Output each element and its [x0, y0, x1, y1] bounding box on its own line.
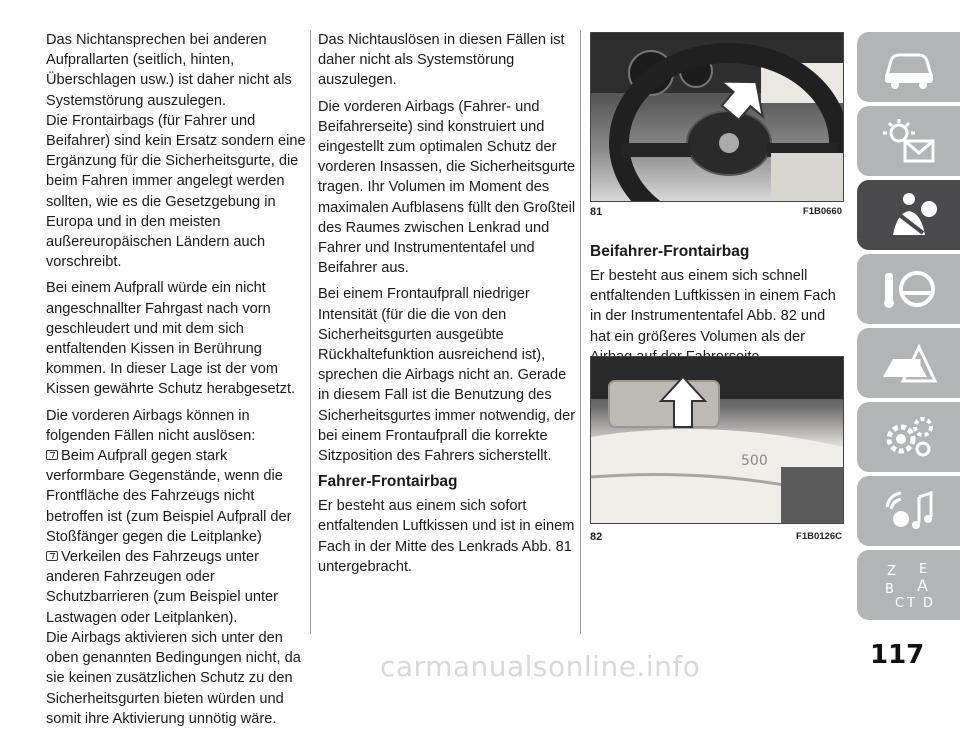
index-letter: C: [894, 596, 904, 611]
car-icon: [879, 41, 939, 93]
page-number: 117: [870, 640, 925, 670]
passenger-airbag-photo: [590, 356, 844, 524]
tab-emergency[interactable]: [857, 328, 960, 398]
paragraph: Die Frontairbags (für Fahrer und Beifahrer) sind kein Ersatz sondern eine Ergänzung für die Sicherheitsgurte, die beim Fahren immer angelegt werden sollten, wie es die Gesetzgebung in Europa und in den meisten außereuropäischen Ländern auch vorschreibt.: [46, 112, 306, 271]
index-letter: T: [906, 596, 915, 611]
watermark: carmanualsonline.info: [380, 650, 701, 683]
column-divider: [310, 30, 311, 634]
figure-number: 82: [590, 531, 603, 543]
key-steering-wheel-icon: [879, 263, 939, 315]
text-column-1: [46, 30, 308, 735]
tab-warning-lights[interactable]: [857, 106, 960, 176]
index-letters-icon: [879, 559, 939, 611]
steering-wheel-airbag-photo: [590, 32, 844, 202]
index-letter: D: [922, 596, 933, 611]
column-divider: [580, 30, 581, 634]
maintenance-gears-icon: [879, 411, 939, 463]
svg-text:500: 500: [741, 453, 768, 469]
list-item-text: Beim Aufprall gegen stark verformbare Gegenstände, wenn die Frontfläche des Fahrzeugs nicht betroffen ist (zum Beispiel Aufprall der Stoßfänger gegen die Leitplanke): [46, 448, 292, 545]
multimedia-icon: [879, 485, 939, 537]
paragraph: Er besteht aus einem sich schnell entfaltenden Luftkissen in einem Fach in der Instrumententafel Abb. 82 und hat ein größeres Volumen als der: [590, 268, 836, 345]
text-column-2: [318, 30, 576, 583]
list-item-text: Verkeilen des Fahrzeugs unter anderen Fahrzeugen oder Schutzbarrieren (zum Beispiel unter Lastwagen oder Leitplanken).: [46, 549, 278, 626]
figure-code: F1B0660: [802, 206, 842, 217]
paragraph: Das Nichtansprechen bei anderen Aufprallarten (seitlich, hinten, Überschlagen usw.) ist daher nicht als Systemstörung auszulegen.: [46, 32, 292, 109]
paragraph: Er besteht aus einem sich sofort entfaltenden Luftkissen und ist in einem Fach in der Mitte des Lenkrads Abb. 81 untergebracht.: [318, 498, 575, 575]
section-heading: Beifahrer-Frontairbag: [590, 243, 750, 260]
figure-code: F1B0126C: [796, 531, 842, 542]
paragraph: Die Airbags aktivieren sich unter den oben genannten Bedingungen nicht, da sie keinen zusätzlichen Schutz zu den Sicherheitsgurten bieten würden und somit ihre Aktivierung unnötig wäre.: [46, 629, 301, 727]
index-letter: B: [884, 582, 894, 597]
paragraph: Bei einem Aufprall würde ein nicht angeschnallter Fahrgast nach vorn geschleudert und mit dem sich entfaltenden Kissen in Berührung kommen. In dieser Lage ist der vom Kissen gewährte Schutz herabgesetzt.: [46, 280, 296, 398]
tab-maintenance[interactable]: [857, 402, 960, 472]
section-heading: Fahrer-Frontairbag: [318, 473, 458, 491]
checkmark-bullet-icon: [46, 450, 58, 460]
tab-car[interactable]: [857, 32, 960, 102]
index-letter: E: [918, 562, 927, 577]
tab-index[interactable]: [857, 550, 960, 620]
figure-number: 81: [590, 206, 603, 218]
index-letter: A: [916, 576, 928, 595]
tab-safety[interactable]: [857, 180, 960, 250]
figure-caption: [590, 531, 842, 543]
figure-caption: [590, 206, 842, 218]
paragraph: Die vorderen Airbags (Fahrer- und Beifahrerseite) sind konstruiert und eingestellt zum optimalen Schutz der vorderen Insassen, die Sicherheitsgurte tragen. Ihr Volumen im Moment des maximalen Aufblasens füllt den Großteil des Raumes zwischen Lenkrad und Fahrer und Instrumententafel und Beifahrer aus.: [318, 98, 576, 277]
text-column-3: [590, 238, 842, 373]
seatbelt-airbag-icon: [879, 189, 939, 241]
paragraph: Bei einem Frontaufprall niedriger Intensität (für die die von den Sicherheitsgurten ausgeübte Rückhaltefunktion ausreichend ist), sprechen die Airbags nicht an. Gerade in diesem Fall ist die Benutzung des Sicherheitsgurtes immer notwendig, der bei einem Frontaufprall die korrekte Sitzposition des Fahrers sicherstellt.: [318, 286, 576, 465]
list-item: [46, 446, 308, 547]
warning-light-message-icon: [879, 115, 939, 167]
tab-multimedia[interactable]: [857, 476, 960, 546]
paragraph: Die vorderen Airbags können in folgenden Fällen nicht auslösen:: [46, 407, 256, 444]
index-letter: Z: [886, 564, 896, 579]
tab-starting-driving[interactable]: [857, 254, 960, 324]
paragraph: Das Nichtauslösen in diesen Fällen ist daher nicht als Systemstörung auszulegen.: [318, 32, 565, 89]
checkmark-bullet-icon: [46, 551, 58, 561]
list-item: [46, 547, 308, 628]
breakdown-triangle-icon: [879, 337, 939, 389]
